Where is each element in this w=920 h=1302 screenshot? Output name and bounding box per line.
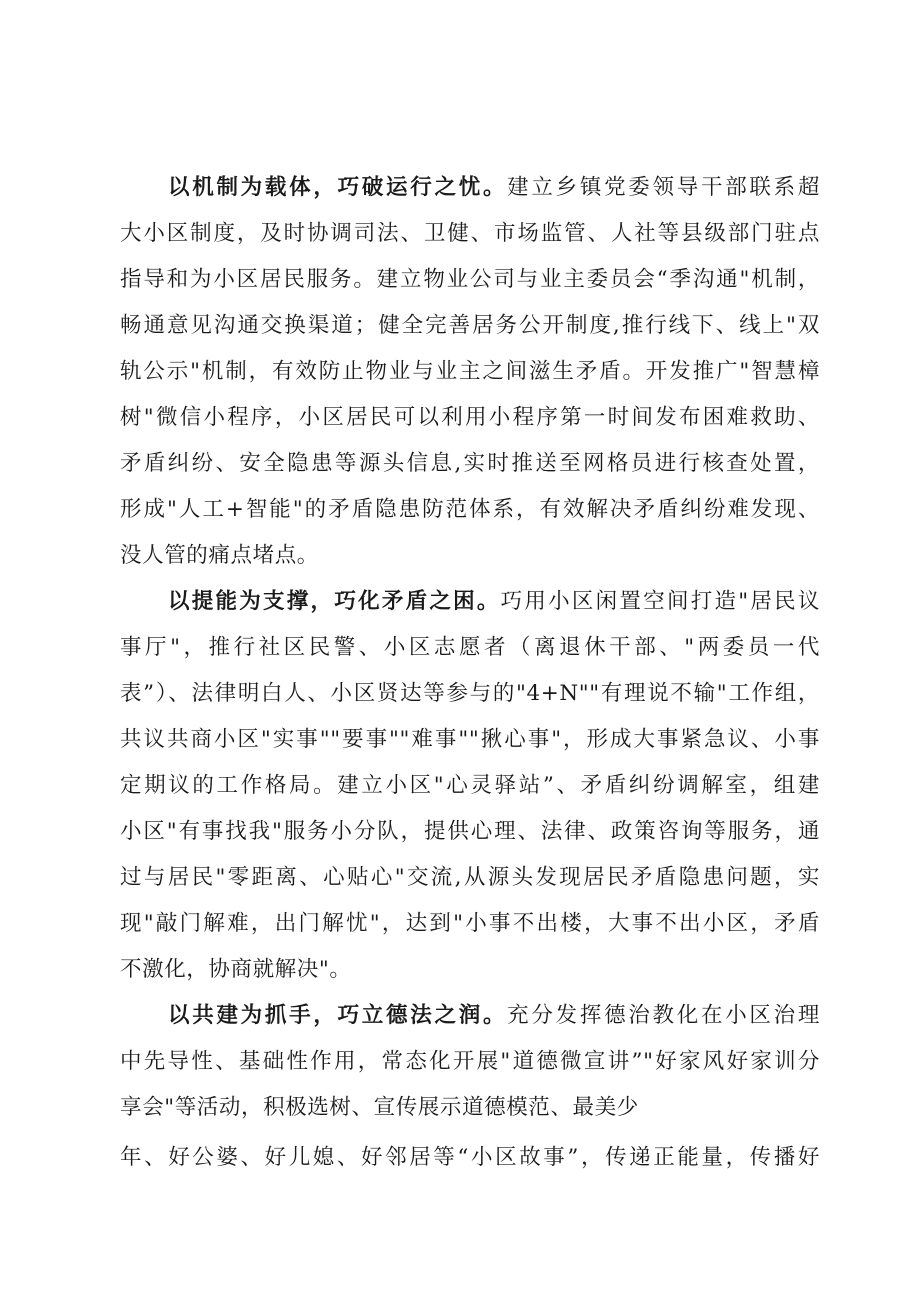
paragraph-1-first-line xyxy=(168,173,820,203)
paragraph-2-line: 现"敲门解难，出门解忧"，达到"小事不出楼，大事不出小区，矛盾 xyxy=(120,911,820,936)
paragraph-1-line: 畅通意见沟通交换渠道；健全完善居务公开制度,推行线下、线上"双 xyxy=(120,313,820,338)
paragraph-1-line: 树"微信小程序，小区居民可以利用小程序第一时间发布困难救助、 xyxy=(120,405,820,430)
paragraph-1-line: 指导和为小区居民服务。建立物业公司与业主委员会“季沟通"机制， xyxy=(120,267,820,292)
paragraph-1-line: 矛盾纠纷、安全隐患等源头信息,实时推送至网格员进行核查处置， xyxy=(120,451,820,476)
paragraph-3-line: 享会"等活动，积极选树、宣传展示道德模范、最美少 xyxy=(120,1095,639,1120)
paragraph-2-line: 定期议的工作格局。建立小区"心灵驿站”、矛盾纠纷调解室，组建 xyxy=(120,773,820,798)
paragraph-2-first-line xyxy=(168,587,820,617)
paragraph-2-line: 共议共商小区"实事""要事""难事""揪心事"，形成大事紧急议、小事 xyxy=(120,727,820,752)
paragraph-2-lead: 以提能为支撑，巧化矛盾之困。 xyxy=(168,589,501,614)
paragraph-1-line: 形成"人工+智能"的矛盾隐患防范体系，有效解决矛盾纠纷难发现、 xyxy=(120,497,820,522)
paragraph-3-line: 年、好公婆、好儿媳、好邻居等“小区故事”，传递正能量，传播好 xyxy=(120,1145,820,1170)
paragraph-2-last-line: 不激化，协商就解决"。 xyxy=(120,957,352,982)
paragraph-2-first-line-text: 巧用小区闲置空间打造"居民议 xyxy=(500,589,820,614)
paragraph-3-first-line xyxy=(168,1001,820,1031)
paragraph-3-lead: 以共建为抓手，巧立德法之润。 xyxy=(168,1003,508,1028)
paragraph-1-lead: 以机制为载体，巧破运行之忧。 xyxy=(168,175,508,200)
paragraph-1-last-line: 没人管的痛点堵点。 xyxy=(120,543,319,568)
paragraph-2-line: 表”）、法律明白人、小区贤达等参与的"4+N""有理说不输"工作组， xyxy=(120,681,820,706)
paragraph-2-line: 小区"有事找我"服务小分队，提供心理、法律、政策咨询等服务，通 xyxy=(120,819,820,844)
paragraph-2-line: 过与居民"零距离、心贴心"交流,从源头发现居民矛盾隐患问题，实 xyxy=(120,865,820,890)
paragraph-1-line: 轨公示"机制，有效防止物业与业主之间滋生矛盾。开发推广"智慧樟 xyxy=(120,359,820,384)
paragraph-1-line: 大小区制度，及时协调司法、卫健、市场监管、人社等县级部门驻点 xyxy=(120,221,820,246)
paragraph-1-first-line-text: 建立乡镇党委领导干部联系超 xyxy=(507,175,820,200)
paragraph-2-line: 事厅"，推行社区民警、小区志愿者（离退休干部、"两委员一代 xyxy=(120,635,820,660)
paragraph-3-first-line-text: 充分发挥德治教化在小区治理 xyxy=(507,1003,820,1028)
paragraph-3-line: 中先导性、基础性作用，常态化开展"道德微宣讲”"好家风好家训分 xyxy=(120,1049,820,1074)
